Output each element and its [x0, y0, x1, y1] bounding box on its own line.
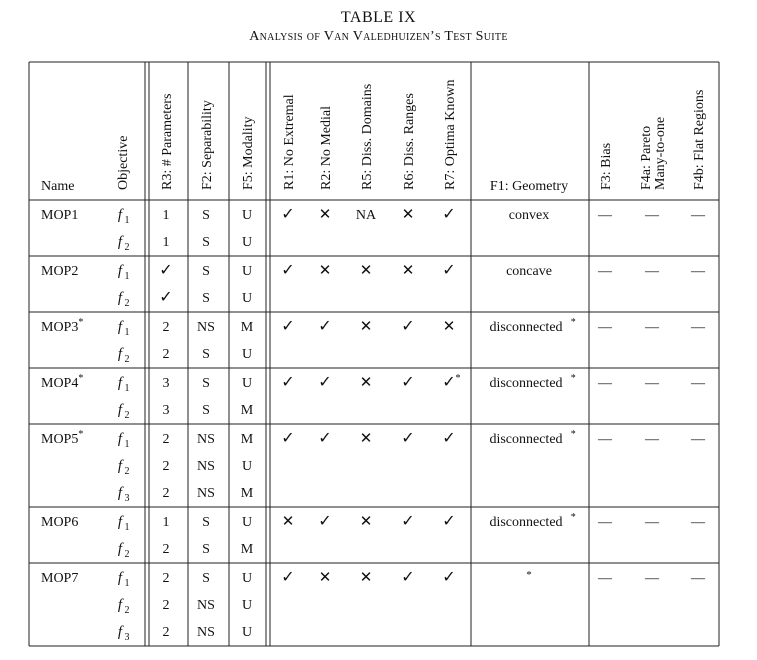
f4a-cell-5: — [645, 515, 659, 530]
r6-cell-6: ✓ [401, 569, 415, 586]
f5-cell-2-0: M [240, 320, 254, 335]
header-f4a-line1: F4a: Pareto [639, 125, 654, 190]
r6-cell-5: ✓ [401, 513, 415, 530]
objective-sub-6-1: 2 [124, 605, 130, 616]
f5-cell-6-1: U [241, 598, 253, 613]
objective-f-3-0: f [117, 375, 123, 391]
header-r5: R5: Diss. Domains [360, 83, 375, 190]
objective-sub-0-1: 2 [124, 242, 130, 253]
f5-cell-1-0: U [241, 264, 253, 279]
f5-cell-0-0: U [241, 208, 253, 223]
r3-cell-4-0: 2 [162, 432, 170, 447]
r2-cell-5: ✓ [318, 513, 332, 530]
f2-cell-3-0: S [202, 376, 210, 391]
header-name: Name [41, 179, 75, 194]
f3-cell-0: — [598, 208, 612, 223]
row-name-star-3: * [78, 373, 84, 384]
objective-sub-4-1: 2 [124, 466, 130, 477]
r6-cell-4: ✓ [401, 430, 415, 447]
objective-sub-5-0: 1 [124, 522, 130, 533]
r1-cell-2: ✓ [281, 318, 295, 335]
row-name-0: MOP1 [41, 208, 79, 223]
r5-cell-0: NA [355, 208, 377, 223]
objective-sub-6-2: 3 [124, 632, 130, 643]
r7-cell-3-star: * [455, 373, 461, 384]
f1-cell-5: disconnected [489, 515, 563, 530]
f4a-cell-1: — [645, 264, 659, 279]
r6-cell-1: ✕ [401, 263, 415, 279]
f3-cell-1: — [598, 264, 612, 279]
r1-cell-1: ✓ [281, 262, 295, 279]
f3-cell-5: — [598, 515, 612, 530]
objective-sub-6-0: 1 [124, 578, 130, 589]
r7-cell-6: ✓ [442, 569, 456, 586]
r7-cell-3: ✓ [442, 374, 456, 391]
f2-cell-6-1: NS [197, 598, 215, 613]
objective-sub-4-2: 3 [124, 493, 130, 504]
header-objective: Objective [116, 135, 131, 190]
objective-f-3-1: f [117, 402, 123, 418]
header-f2: F2: Separability [200, 100, 215, 190]
f2-cell-5-1: S [202, 542, 210, 557]
r1-cell-6: ✓ [281, 569, 295, 586]
r3-cell-2-1: 2 [162, 347, 170, 362]
objective-f-2-1: f [117, 346, 123, 362]
f3-cell-2: — [598, 320, 612, 335]
objective-sub-1-1: 2 [124, 298, 130, 309]
header-r6: R6: Diss. Ranges [402, 93, 417, 190]
f2-cell-2-0: NS [197, 320, 215, 335]
header-f4b: F4b: Flat Regions [692, 89, 707, 190]
r3-cell-6-2: 2 [162, 625, 170, 640]
f2-cell-1-1: S [202, 291, 210, 306]
r3-cell-5-1: 2 [162, 542, 170, 557]
r3-cell-4-1: 2 [162, 459, 170, 474]
r3-cell-4-2: 2 [162, 486, 170, 501]
r7-cell-2: ✕ [442, 319, 456, 335]
header-r7: R7: Optima Known [443, 79, 458, 190]
f5-cell-4-2: M [240, 486, 254, 501]
f4b-cell-6: — [691, 571, 705, 586]
f1-cell-4: disconnected [489, 432, 563, 447]
f5-cell-0-1: U [241, 235, 253, 250]
header-f1: F1: Geometry [489, 179, 569, 194]
objective-sub-2-1: 2 [124, 354, 130, 365]
row-name-star-2: * [78, 317, 84, 328]
f2-cell-4-0: NS [197, 432, 215, 447]
objective-f-1-0: f [117, 263, 123, 279]
r2-cell-0: ✕ [318, 207, 332, 223]
r3-cell-3-1: 3 [162, 403, 170, 418]
r3-cell-6-1: 2 [162, 598, 170, 613]
row-name-6: MOP7 [41, 571, 79, 586]
f3-cell-3: — [598, 376, 612, 391]
f4b-cell-3: — [691, 376, 705, 391]
objective-f-4-1: f [117, 458, 123, 474]
objective-f-4-2: f [117, 485, 123, 501]
r1-cell-3: ✓ [281, 374, 295, 391]
header-f5: F5: Modality [241, 116, 256, 190]
header-r1: R1: No Extremal [282, 94, 297, 190]
f4a-cell-3: — [645, 376, 659, 391]
f1-cell-3: disconnected [489, 376, 563, 391]
f2-cell-5-0: S [202, 515, 210, 530]
r6-cell-2: ✓ [401, 318, 415, 335]
r3-cell-1-0: ✓ [159, 262, 173, 279]
r3-cell-6-0: 2 [162, 571, 170, 586]
f2-cell-0-1: S [202, 235, 210, 250]
f1-cell-0: convex [508, 208, 550, 223]
row-name-5: MOP6 [41, 515, 79, 530]
objective-f-1-1: f [117, 290, 123, 306]
r7-cell-5: ✓ [442, 513, 456, 530]
header-f3: F3: Bias [599, 142, 614, 190]
row-name-1: MOP2 [41, 264, 79, 279]
r3-cell-0-0: 1 [162, 208, 170, 223]
r2-cell-4: ✓ [318, 430, 332, 447]
f5-cell-1-1: U [241, 291, 253, 306]
row-name-star-4: * [78, 429, 84, 440]
objective-f-2-0: f [117, 319, 123, 335]
objective-sub-0-0: 1 [124, 215, 130, 226]
r5-cell-4: ✕ [359, 431, 373, 447]
r2-cell-6: ✕ [318, 570, 332, 586]
r3-cell-3-0: 3 [162, 376, 170, 391]
objective-f-6-2: f [117, 624, 123, 640]
r6-cell-3: ✓ [401, 374, 415, 391]
row-name-2: MOP3 [41, 320, 79, 335]
f4a-cell-0: — [645, 208, 659, 223]
r5-cell-6: ✕ [359, 570, 373, 586]
f5-cell-2-1: U [241, 347, 253, 362]
f1-cell-star-5: * [570, 512, 576, 523]
f3-cell-6: — [598, 571, 612, 586]
f2-cell-3-1: S [202, 403, 210, 418]
objective-sub-4-0: 1 [124, 439, 130, 450]
r2-cell-2: ✓ [318, 318, 332, 335]
r3-cell-1-1: ✓ [159, 289, 173, 306]
f2-cell-4-2: NS [197, 486, 215, 501]
r5-cell-2: ✕ [359, 319, 373, 335]
f2-cell-0-0: S [202, 208, 210, 223]
table-number: TABLE IX [340, 9, 417, 26]
f1-cell-6: * [526, 569, 532, 581]
table-title: Analysis of Van Valedhuizen’s Test Suite [249, 29, 508, 44]
f2-cell-6-0: S [202, 571, 210, 586]
objective-f-0-1: f [117, 234, 123, 250]
f2-cell-6-2: NS [197, 625, 215, 640]
objective-f-6-0: f [117, 570, 123, 586]
r5-cell-3: ✕ [359, 375, 373, 391]
objective-sub-3-1: 2 [124, 410, 130, 421]
r7-cell-4: ✓ [442, 430, 456, 447]
r7-cell-0: ✓ [442, 206, 456, 223]
f2-cell-4-1: NS [197, 459, 215, 474]
r1-cell-5: ✕ [281, 514, 295, 530]
f1-cell-star-4: * [570, 429, 576, 440]
header-f4a-line2: Many-to-one [653, 116, 668, 190]
f1-cell-2: disconnected [489, 320, 563, 335]
f1-cell-1: concave [506, 264, 552, 279]
r3-cell-2-0: 2 [162, 320, 170, 335]
f5-cell-3-1: M [240, 403, 254, 418]
r3-cell-0-1: 1 [162, 235, 170, 250]
r1-cell-0: ✓ [281, 206, 295, 223]
f5-cell-5-0: U [241, 515, 253, 530]
r5-cell-1: ✕ [359, 263, 373, 279]
header-r3: R3: # Parameters [160, 93, 175, 190]
f4b-cell-2: — [691, 320, 705, 335]
f5-cell-5-1: M [240, 542, 254, 557]
objective-f-5-1: f [117, 541, 123, 557]
f5-cell-3-0: U [241, 376, 253, 391]
r2-cell-1: ✕ [318, 263, 332, 279]
f4a-cell-2: — [645, 320, 659, 335]
objective-f-6-1: f [117, 597, 123, 613]
r3-cell-5-0: 1 [162, 515, 170, 530]
f4b-cell-1: — [691, 264, 705, 279]
f5-cell-4-0: M [240, 432, 254, 447]
f5-cell-4-1: U [241, 459, 253, 474]
row-name-3: MOP4 [41, 376, 79, 391]
objective-f-4-0: f [117, 431, 123, 447]
r5-cell-5: ✕ [359, 514, 373, 530]
f4b-cell-5: — [691, 515, 705, 530]
r7-cell-1: ✓ [442, 262, 456, 279]
objective-sub-2-0: 1 [124, 327, 130, 338]
f2-cell-1-0: S [202, 264, 210, 279]
header-r2: R2: No Medial [319, 106, 334, 190]
f4a-cell-6: — [645, 571, 659, 586]
row-name-4: MOP5 [41, 432, 79, 447]
objective-sub-5-1: 2 [124, 549, 130, 560]
objective-sub-3-0: 1 [124, 383, 130, 394]
objective-sub-1-0: 1 [124, 271, 130, 282]
f4a-cell-4: — [645, 432, 659, 447]
r2-cell-3: ✓ [318, 374, 332, 391]
objective-f-0-0: f [117, 207, 123, 223]
objective-f-5-0: f [117, 514, 123, 530]
f1-cell-star-3: * [570, 373, 576, 384]
f2-cell-2-1: S [202, 347, 210, 362]
f1-cell-star-2: * [570, 317, 576, 328]
f3-cell-4: — [598, 432, 612, 447]
f4b-cell-4: — [691, 432, 705, 447]
r1-cell-4: ✓ [281, 430, 295, 447]
f4b-cell-0: — [691, 208, 705, 223]
r6-cell-0: ✕ [401, 207, 415, 223]
f5-cell-6-0: U [241, 571, 253, 586]
f5-cell-6-2: U [241, 625, 253, 640]
